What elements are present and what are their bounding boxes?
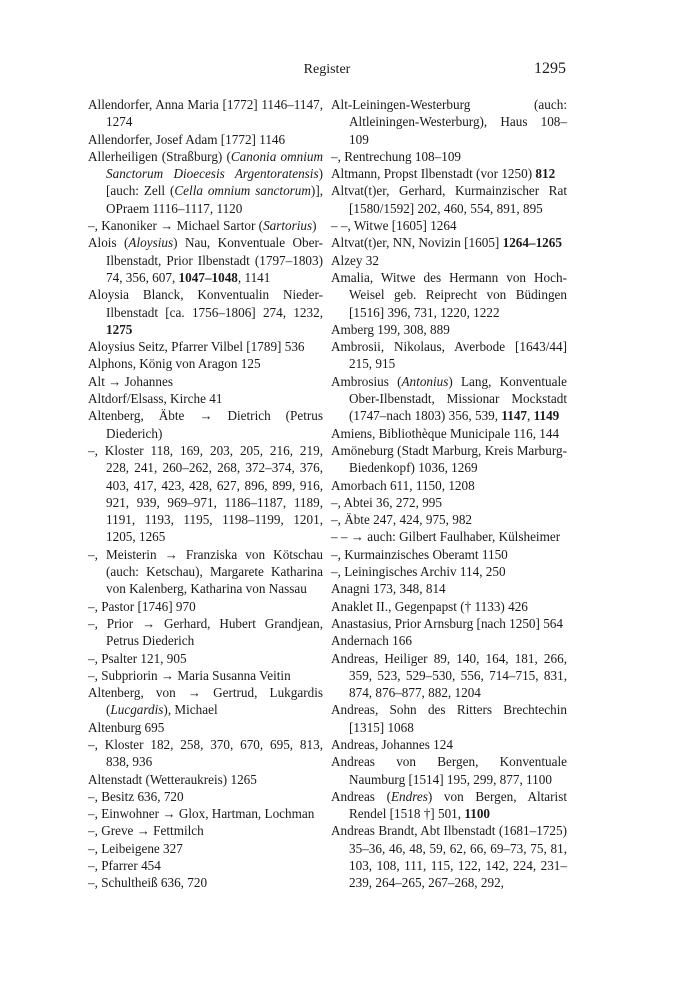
index-entry: Andernach 166 xyxy=(331,633,412,649)
index-entry: Allendorfer, Anna Maria [1772] 1146–1147, 1274 xyxy=(88,97,323,130)
index-entry: Aloysius Seitz, Pfarrer Vilbel [1789] 536 xyxy=(88,339,305,355)
index-entry: Alt → Johannes xyxy=(88,373,173,389)
index-entry: Alphons, König von Aragon 125 xyxy=(88,356,261,372)
index-entry: –, Kanoniker → Michael Sartor (Sartorius) xyxy=(88,218,317,234)
index-entry: Altenburg 695 xyxy=(88,719,165,735)
index-entry: Andreas Brandt, Abt Ilbenstadt (1681–1725) 35–36, 46, 48, 59, 62, 66, 69–73, 75, 81, 103, 108, 111, 115, 122, 142, 224, 231–239, 264–265, 267–268, 292, xyxy=(331,823,567,891)
index-entry: Andreas, Johannes 124 xyxy=(331,736,453,752)
index-entry: Ambrosii, Nikolaus, Averbode [1643/44] 215, 915 xyxy=(331,339,567,372)
index-entry: –, Abtei 36, 272, 995 xyxy=(331,494,442,510)
index-entry: Andreas (Endres) von Bergen, Altarist Rendel [1518 †] 501, 1100 xyxy=(331,788,567,822)
index-entry: Alt-Leiningen-Westerburg (auch: Altleiningen-Westerburg), Haus 108–109 xyxy=(331,97,567,147)
index-entry: –, Psalter 121, 905 xyxy=(88,650,187,666)
index-entry: Andreas von Bergen, Konventuale Naumburg [1514] 195, 299, 877, 1100 xyxy=(331,754,567,787)
page-number: 1295 xyxy=(534,60,566,77)
index-entry: Altenberg, von → Gertrud, Lukgardis (Lucgardis), Michael xyxy=(88,685,323,718)
index-entry: Altvat(t)er, Gerhard, Kurmainzischer Rat [1580/1592] 202, 460, 554, 891, 895 xyxy=(331,183,567,216)
page-header xyxy=(88,62,566,82)
index-entry: Alzey 32 xyxy=(331,252,379,268)
index-entry: Anagni 173, 348, 814 xyxy=(331,581,446,597)
index-entry: Alois (Aloysius) Nau, Konventuale Ober-Ilbenstadt, Prior Ilbenstadt (1797–1803) 74, 356, 607, 1047–1048, 1141 xyxy=(88,235,324,285)
index-entry: Amorbach 611, 1150, 1208 xyxy=(331,477,475,493)
index-entry: –, Pfarrer 454 xyxy=(88,858,161,874)
index-entry: – –, Witwe [1605] 1264 xyxy=(331,218,457,234)
index-entry: Anastasius, Prior Arnsburg [nach 1250] 564 xyxy=(331,615,563,631)
index-entry: –, Pastor [1746] 970 xyxy=(88,598,196,614)
index-entry: –, Leiningisches Archiv 114, 250 xyxy=(331,564,506,580)
index-entry: –, Rentrechung 108–109 xyxy=(331,148,462,164)
index-entry: Andreas, Heiliger 89, 140, 164, 181, 266, 359, 523, 529–530, 556, 714–715, 831, 874, 876–877, 882, 1204 xyxy=(331,650,567,701)
index-entry: Altdorf/Elsass, Kirche 41 xyxy=(88,391,223,407)
index-entry: –, Kloster 182, 258, 370, 670, 695, 813, 838, 936 xyxy=(88,736,323,770)
index-entry: Allendorfer, Josef Adam [1772] 1146 xyxy=(88,131,286,147)
index-entry: –, Kloster 118, 169, 203, 205, 216, 219, 228, 241, 260–262, 268, 372–374, 376, 403, 417, 423, 428, 627, 896, 899, 916, 921, 939, 969–971, 1186–1187, 1189, 1191, 1193, 1195, 1198–1199, 1201, 1205, 1265 xyxy=(88,442,323,545)
index-entry: Ambrosius (Antonius) Lang, Konventuale Ober-Ilbenstadt, Missionar Mockstadt (1747–nach 1803) 356, 539, 1147, 1149 xyxy=(331,373,567,424)
index-entry: –, Subpriorin → Maria Susanna Veitin xyxy=(88,667,291,683)
index-entry: –, Greve → Fettmilch xyxy=(88,823,204,839)
index-entry: –, Schultheiß 636, 720 xyxy=(88,875,208,891)
index-entry: –, Prior → Gerhard, Hubert Grandjean, Petrus Diederich xyxy=(88,615,323,649)
index-entry: –, Einwohner → Glox, Hartman, Lochman xyxy=(88,806,315,822)
index-column-right xyxy=(331,96,567,892)
index-entry: – – → auch: Gilbert Faulhaber, Külsheimer xyxy=(331,529,561,545)
index-entry: Allerheiligen (Straßburg) (Canonia omnium Sanctorum Dioecesis Argentoratensis) [auch: Zell (Cella omnium sanctorum)], OPraem 1116–1117, 1120 xyxy=(88,148,324,216)
index-entry: –, Kurmainzisches Oberamt 1150 xyxy=(331,546,508,562)
index-entry: Aloysia Blanck, Konventualin Nieder-Ilbenstadt [ca. 1756–1806] 274, 1232, 1275 xyxy=(88,287,323,337)
index-entry: –, Leibeigene 327 xyxy=(88,840,183,856)
index-entry: Altmann, Propst Ilbenstadt (vor 1250) 812 xyxy=(331,166,556,182)
index-entry: Altvat(t)er, NN, Novizin [1605] 1264–1265 xyxy=(331,235,562,251)
index-entry: Amalia, Witwe des Hermann von Hoch-Weisel geb. Reiprecht von Büdingen [1516] 396, 731, 1220, 1222 xyxy=(331,269,567,320)
running-title: Register xyxy=(303,62,351,77)
index-entry: Anaklet II., Gegenpapst († 1133) 426 xyxy=(331,598,528,614)
index-entry: Altenberg, Äbte → Dietrich (Petrus Diederich) xyxy=(88,408,323,441)
index-entry: Amöneburg (Stadt Marburg, Kreis Marburg-Biedenkopf) 1036, 1269 xyxy=(331,442,567,476)
index-entry: –, Besitz 636, 720 xyxy=(88,788,184,804)
index-entry: Altenstadt (Wetteraukreis) 1265 xyxy=(88,771,257,787)
index-entry: Andreas, Sohn des Ritters Brechtechin [1315] 1068 xyxy=(331,702,567,735)
index-entry: Amiens, Bibliothèque Municipale 116, 144 xyxy=(331,425,560,441)
index-entry: Amberg 199, 308, 889 xyxy=(331,321,450,337)
index-entry: –, Äbte 247, 424, 975, 982 xyxy=(331,512,473,528)
index-column-left xyxy=(88,96,323,892)
index-entry: –, Meisterin → Franziska von Kötschau (auch: Ketschau), Margarete Katharina von Kalenberg, Katharina von Nassau xyxy=(88,546,323,597)
